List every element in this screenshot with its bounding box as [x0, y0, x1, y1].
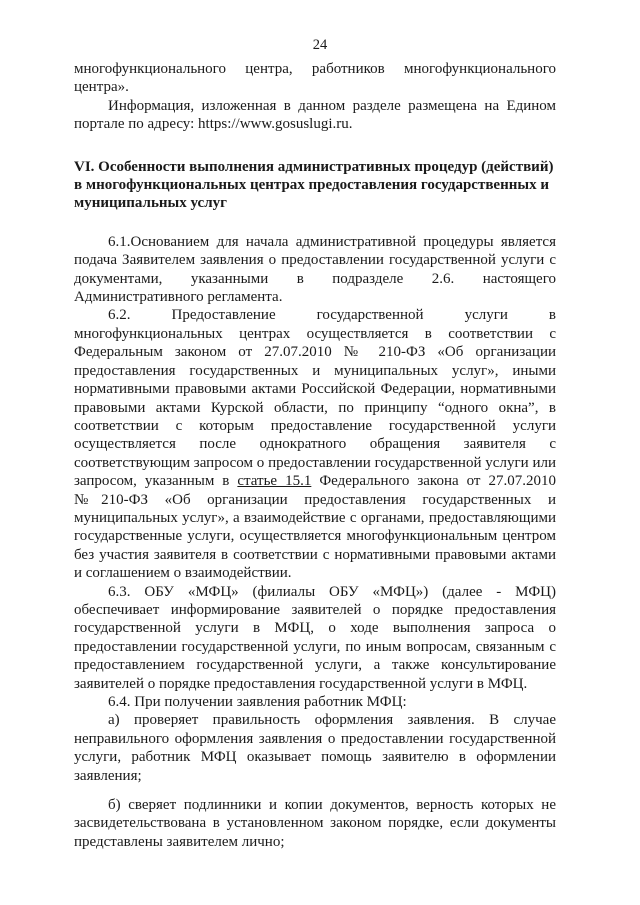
page-number: 24	[312, 37, 328, 53]
list-item-b: б) сверяет подлинники и копии документов, верность которых не засвидетельствована в установленном законом порядке, если документы представлены заявителем лично;	[74, 797, 556, 850]
paragraph-6-4: 6.4. При получении заявления работник МФЦ:	[108, 694, 407, 710]
section-heading: VI. Особенности выполнения административных процедур (действий) в многофункциональных центрах предоставления государственных и муниципальных услуг	[74, 158, 554, 212]
article-15-1-link[interactable]: статье 15.1	[237, 473, 312, 490]
continuation-paragraph: многофункционального центра, работников многофункционального центра».	[74, 61, 556, 96]
paragraph-6-2-text-end: Федерального закона от 27.07.2010 №210-ФЗ «Об организации предоставления государственных и муниципальных услуг», а взаимодействие с органами, предоставляющими государственные услуги, осуществляется многофункциональным центром без участия заявителя в соответствии с нормативными правовыми актами и соглашением о взаимодействии.	[74, 473, 556, 582]
document-body	[74, 60, 556, 851]
paragraph-6-1: 6.1.Основанием для начала административной процедуры является подача Заявителем заявления о предоставлении государственной услуги с документами, указанными в подразделе 2.6. настоящего Административного регламента.	[74, 233, 556, 306]
info-paragraph: Информация, изложенная в данном разделе размещена на Едином портале по адресу: https://www.gosuslugi.ru.	[74, 97, 556, 133]
paragraph-6-2-text-start: 6.2. Предоставление государственной услуги в многофункциональных центрах осуществляется в соответствии с Федеральным законом от 27.07.2010 № 210-ФЗ «Об организации предоставления государственных и муниципальных услуг», иными нормативными правовыми актами Российской Федерации, нормативными правовыми актами Курской области, по принципу “одного окна”, в соответствии с которым предоставление государственной услуги осуществляется после однократного обращения заявителя с соответствующим запросом о предоставлении государственной услуги или запросом, указанным в	[74, 307, 556, 490]
paragraph-6-3: 6.3. ОБУ «МФЦ» (филиалы ОБУ «МФЦ») (далее - МФЦ) обеспечивает информирование заявителей о порядке предоставления государственной услуги в МФЦ, о ходе выполнения запроса о предоставлении государственной услуги, по иным вопросам, связанным с предоставлением государственной услуги, а также консультирование заявителей о порядке предоставления государственной услуги в МФЦ.	[74, 583, 556, 692]
list-item-a: а) проверяет правильность оформления заявления. В случае неправильного оформления заявления о предоставлении государственной услуги, работник МФЦ оказывает помощь заявителю в оформлении заявления;	[74, 712, 556, 784]
paragraph-6-2	[74, 306, 556, 582]
